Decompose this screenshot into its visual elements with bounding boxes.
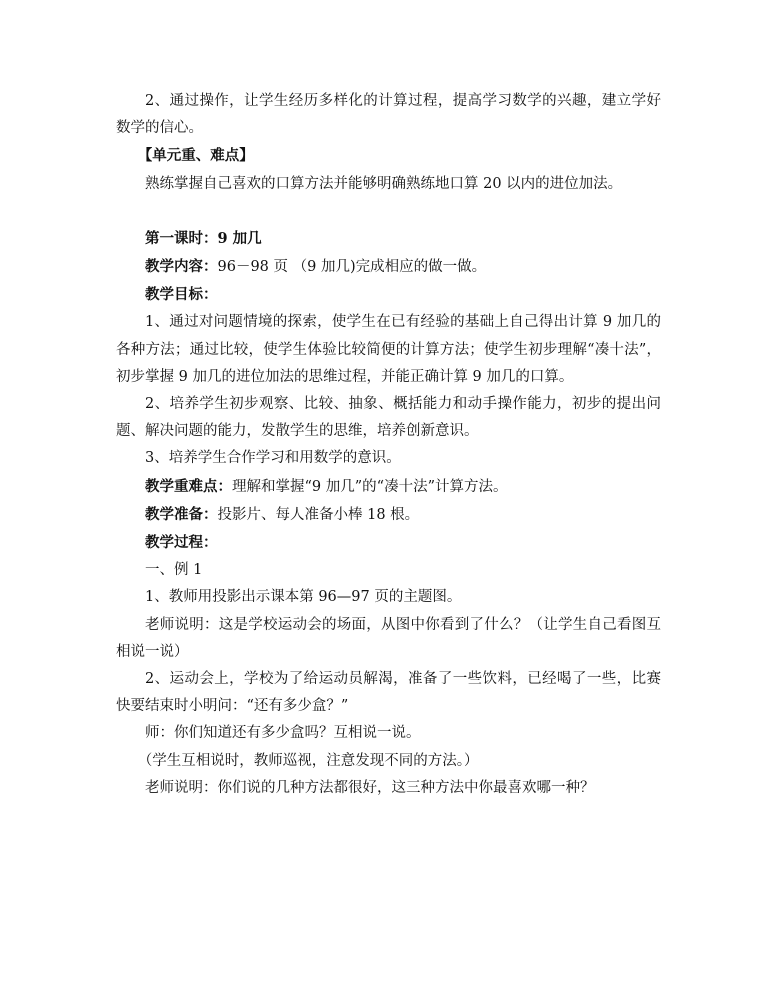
paragraph-unit-key-points xyxy=(116,142,661,170)
text-preparation: 投影片、每人准备小棒 18 根。 xyxy=(217,506,420,523)
label-key-points: 教学重难点： xyxy=(145,477,232,495)
paragraph-goal-2: 2、通过操作，让学生经历多样化的计算过程，提高学习数学的兴趣，建立学好数学的信心。 xyxy=(116,93,661,137)
text-key-points: 理解和掌握“9 加几”的“凑十法”计算方法。 xyxy=(232,478,508,495)
blank-line xyxy=(116,198,661,225)
heading-unit-key-points: 【单元重、难点】 xyxy=(137,147,254,165)
paragraph-objective-2: 2、培养学生初步观察、比较、抽象、概括能力和动手操作能力，初步的提出问题、解决问题的能力，发散学生的思维，培养创新意识。 xyxy=(116,396,661,440)
paragraph-objective-3: 3、培养学生合作学习和用数学的意识。 xyxy=(145,450,401,467)
paragraph-teacher-1: 老师说明：这是学校运动会的场面，从图中你看到了什么？（让学生自己看图互相说一说） xyxy=(116,616,661,660)
paragraph-teacher-3: 老师说明：你们说的几种方法都很好，这三种方法中你最喜欢哪一种？ xyxy=(145,779,595,796)
paragraph-key-points xyxy=(116,473,661,501)
paragraph-note: （学生互相说时，教师巡视，注意发现不同的方法。） xyxy=(137,752,479,769)
label-teaching-content: 教学内容： xyxy=(145,258,218,276)
paragraph-example-1: 一、例 1 xyxy=(145,562,203,579)
paragraph-teaching-objectives xyxy=(116,281,661,309)
document-body xyxy=(116,88,661,802)
paragraph-objective-1: 1、通过对问题情境的探索，使学生在已有经验的基础上自己得出计算 9 加几的各种方法；通过比较，使学生体验比较简便的计算方法；使学生初步理解“凑十法”，初步掌握 9 加几的进位加法的思维过程，并能正确计算 9 加几的口算。 xyxy=(116,314,661,385)
paragraph-step-1: 1、教师用投影出示课本第 96—97 页的主题图。 xyxy=(145,589,462,606)
label-preparation: 教学准备： xyxy=(145,505,218,523)
label-teaching-objectives: 教学目标： xyxy=(145,286,218,304)
paragraph-unit-key-text: 熟练掌握自己喜欢的口算方法并能够明确熟练地口算 20 以内的进位加法。 xyxy=(145,175,623,192)
lesson-title: 第一课时：9 加几 xyxy=(145,229,262,247)
paragraph-lesson-title xyxy=(116,225,661,253)
label-process: 教学过程： xyxy=(145,534,218,552)
paragraph-process xyxy=(116,529,661,557)
text-teaching-content: 96－98 页 （9 加几)完成相应的做一做。 xyxy=(217,259,487,276)
paragraph-teaching-content xyxy=(116,253,661,281)
paragraph-teacher-2: 师：你们知道还有多少盒吗？互相说一说。 xyxy=(145,725,421,742)
paragraph-preparation xyxy=(116,501,661,529)
paragraph-step-2: 2、运动会上，学校为了给运动员解渴，准备了一些饮料，已经喝了一些，比赛快要结束时小明问：“还有多少盒？” xyxy=(116,671,661,715)
